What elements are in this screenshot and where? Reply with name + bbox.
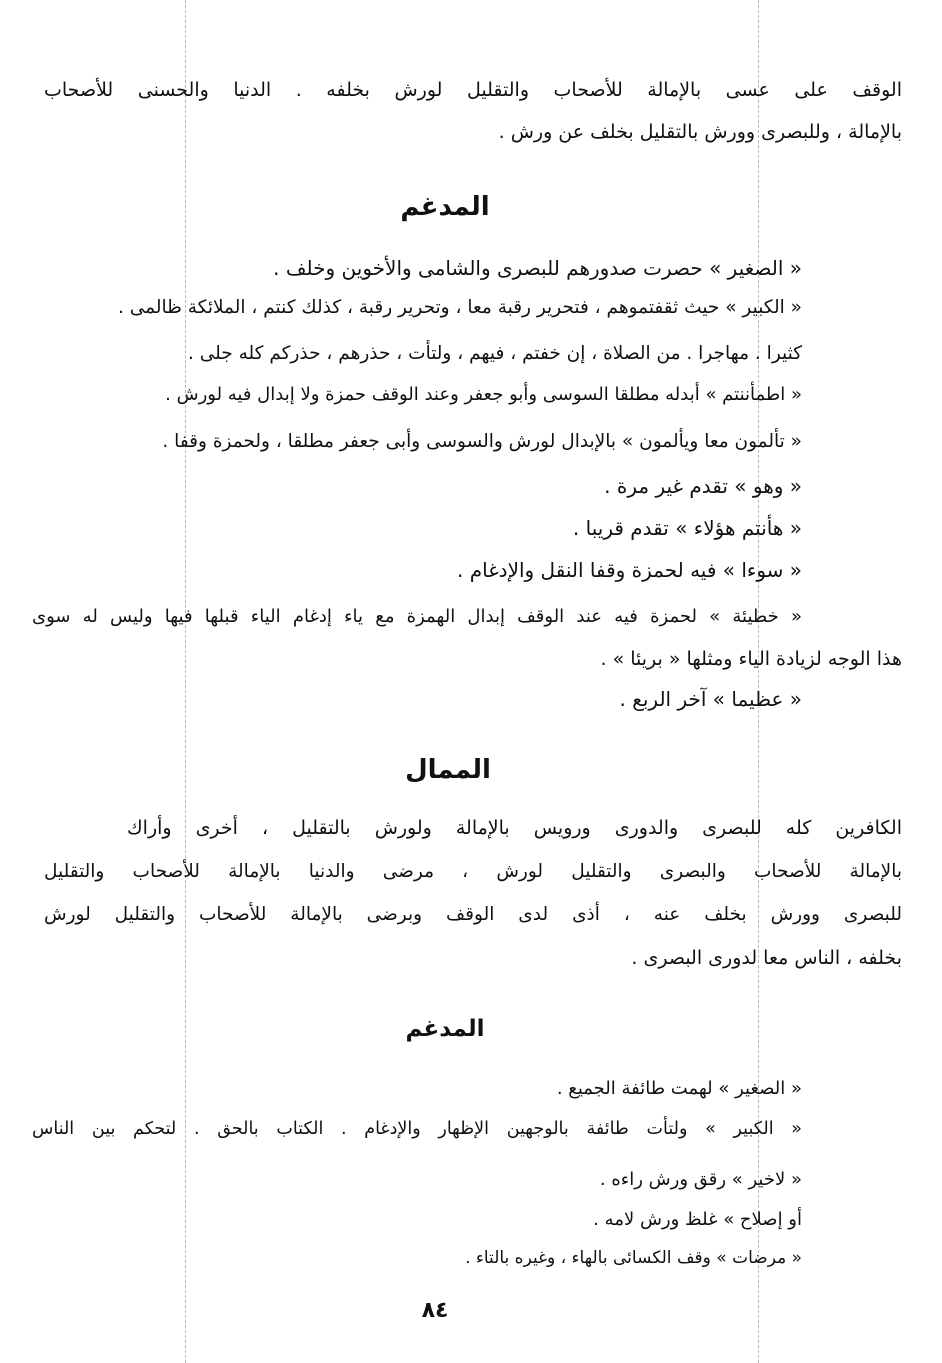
list-item: « الصغير » حصرت صدورهم للبصرى والشامى والأخوين وخلف . [273,256,802,280]
paragraph-line: بخلفه ، الناس معا لدورى البصرى . [631,947,902,969]
scan-guide-line [185,0,186,1363]
list-item: هذا الوجه لزيادة الياء ومثلها « بريئا » . [600,648,902,670]
list-item: « وهو » تقدم غير مرة . [604,474,802,498]
list-item: « سوءا » فيه لحمزة وقفا النقل والإدغام . [457,558,802,582]
list-item: « الكبير » ولتأت طائفة بالوجهين الإظهار والإدغام . الكتاب بالحق . لتحكم بين الناس [32,1119,802,1139]
paragraph-line: بالإمالة ، وللبصرى وورش بالتقليل بخلف عن ورش . [498,121,902,143]
list-item: « مرضات » وقف الكسائى بالهاء ، وغيره بالتاء . [465,1248,802,1268]
section-heading-mumal: الممال [405,755,491,785]
list-item: « خطيئة » لحمزة فيه عند الوقف إبدال الهمزة مع ياء إدغام الياء قبلها فيها وليس له سوى [32,606,802,627]
paragraph-line: للبصرى وورش بخلف عنه ، أذى لدى الوقف وبرضى بالإمالة للأصحاب والتقليل لورش [44,904,902,925]
list-item: « اطمأننتم » أبدله مطلقا السوسى وأبو جعفر وعند الوقف حمزة ولا إبدال فيه لورش . [165,384,802,405]
list-item: « لاخير » رقق ورش راءه . [599,1169,802,1190]
section-heading-mudgham-2: المدغم [405,1016,485,1042]
page-number: ٨٤ [421,1298,449,1323]
paragraph-line: بالإمالة للأصحاب والبصرى والتقليل لورش ، مرضى والدنيا بالإمالة للأصحاب والتقليل [44,861,902,882]
list-item: « الكبير » حيث ثقفتموهم ، فتحرير رقبة معا ، وتحرير رقبة ، كذلك كنتم ، الملائكة ظالمى . [117,297,802,318]
section-heading-mudgham-1: المدغم [400,192,490,222]
list-item: « هأنتم هؤلاء » تقدم قريبا . [572,516,802,540]
list-item: « عظيما » آخر الربع . [619,687,802,711]
list-item: « الصغير » لهمت طائفة الجميع . [556,1078,802,1099]
list-item: أو إصلاح » غلظ ورش لامه . [593,1209,802,1230]
list-item: « تألمون معا ويألمون » بالإبدال لورش والسوسى وأبى جعفر مطلقا ، ولحمزة وقفا . [162,431,802,452]
paragraph-line: الوقف على عسى بالإمالة للأصحاب والتقليل لورش بخلفه . الدنيا والحسنى للأصحاب [44,79,902,101]
list-item: كثيرا . مهاجرا . من الصلاة ، إن خفتم ، فيهم ، ولتأت ، حذرهم ، حذركم كله جلى . [187,343,802,364]
paragraph-line: الكافرين كله للبصرى والدورى ورويس بالإمالة ولورش بالتقليل ، أخرى وأراك [127,817,902,839]
scan-guide-line [758,0,759,1363]
